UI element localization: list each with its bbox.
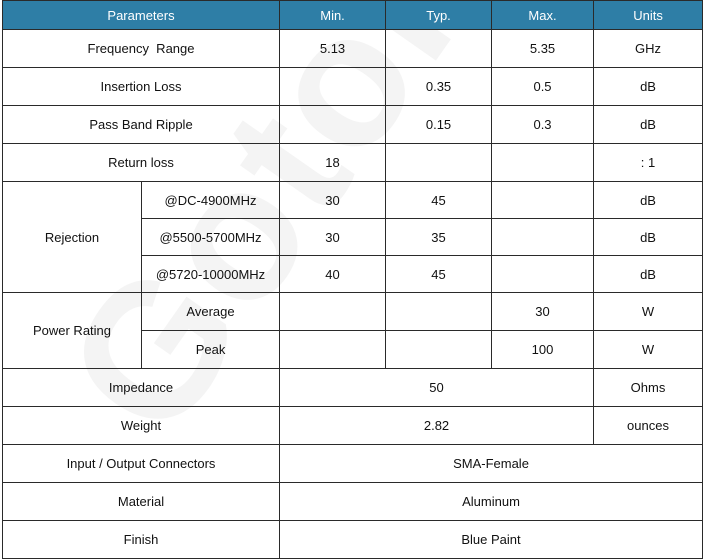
power-rating-label: Power Rating bbox=[3, 293, 142, 369]
power-units: W bbox=[594, 331, 703, 369]
impedance-value: 50 bbox=[280, 369, 594, 407]
rejection-sub-label: @5720-10000MHz bbox=[142, 256, 280, 293]
insertion-typ: 0.35 bbox=[386, 68, 492, 106]
rejection-typ: 35 bbox=[386, 219, 492, 256]
header-max: Max. bbox=[492, 1, 594, 30]
rejection-sub-label: @5500-5700MHz bbox=[142, 219, 280, 256]
power-min bbox=[280, 331, 386, 369]
frequency-label: Frequency Range bbox=[3, 30, 280, 68]
finish-value: Blue Paint bbox=[280, 521, 703, 559]
frequency-units: GHz bbox=[594, 30, 703, 68]
return-loss-max bbox=[492, 144, 594, 182]
rejection-min: 30 bbox=[280, 182, 386, 219]
frequency-max: 5.35 bbox=[492, 30, 594, 68]
rejection-units: dB bbox=[594, 256, 703, 293]
power-max: 100 bbox=[492, 331, 594, 369]
ripple-units: dB bbox=[594, 106, 703, 144]
power-sub-label: Average bbox=[142, 293, 280, 331]
insertion-min bbox=[280, 68, 386, 106]
ripple-min bbox=[280, 106, 386, 144]
return-loss-typ bbox=[386, 144, 492, 182]
rejection-units: dB bbox=[594, 182, 703, 219]
rejection-max bbox=[492, 219, 594, 256]
header-min: Min. bbox=[280, 1, 386, 30]
weight-value: 2.82 bbox=[280, 407, 594, 445]
ripple-max: 0.3 bbox=[492, 106, 594, 144]
row-rejection-1 bbox=[3, 182, 703, 219]
header-typ: Typ. bbox=[386, 1, 492, 30]
rejection-min: 30 bbox=[280, 219, 386, 256]
insertion-label: Insertion Loss bbox=[3, 68, 280, 106]
row-power-average bbox=[3, 293, 703, 331]
frequency-min: 5.13 bbox=[280, 30, 386, 68]
power-max: 30 bbox=[492, 293, 594, 331]
impedance-units: Ohms bbox=[594, 369, 703, 407]
power-min bbox=[280, 293, 386, 331]
material-label: Material bbox=[3, 483, 280, 521]
return-loss-units: : 1 bbox=[594, 144, 703, 182]
row-insertion-loss bbox=[3, 68, 703, 106]
rejection-typ: 45 bbox=[386, 182, 492, 219]
rejection-max bbox=[492, 182, 594, 219]
insertion-units: dB bbox=[594, 68, 703, 106]
power-sub-label: Peak bbox=[142, 331, 280, 369]
power-typ bbox=[386, 293, 492, 331]
header-row bbox=[3, 1, 703, 30]
row-return-loss bbox=[3, 144, 703, 182]
header-units: Units bbox=[594, 1, 703, 30]
row-impedance bbox=[3, 369, 703, 407]
finish-label: Finish bbox=[3, 521, 280, 559]
row-connectors bbox=[3, 445, 703, 483]
weight-label: Weight bbox=[3, 407, 280, 445]
impedance-label: Impedance bbox=[3, 369, 280, 407]
rejection-units: dB bbox=[594, 219, 703, 256]
rejection-min: 40 bbox=[280, 256, 386, 293]
row-material bbox=[3, 483, 703, 521]
return-loss-label: Return loss bbox=[3, 144, 280, 182]
weight-units: ounces bbox=[594, 407, 703, 445]
row-weight bbox=[3, 407, 703, 445]
power-typ bbox=[386, 331, 492, 369]
rejection-max bbox=[492, 256, 594, 293]
rejection-sub-label: @DC-4900MHz bbox=[142, 182, 280, 219]
rejection-label: Rejection bbox=[3, 182, 142, 293]
connectors-label: Input / Output Connectors bbox=[3, 445, 280, 483]
frequency-typ bbox=[386, 30, 492, 68]
insertion-max: 0.5 bbox=[492, 68, 594, 106]
connectors-value: SMA-Female bbox=[280, 445, 703, 483]
material-value: Aluminum bbox=[280, 483, 703, 521]
ripple-label: Pass Band Ripple bbox=[3, 106, 280, 144]
header-parameters: Parameters bbox=[3, 1, 280, 30]
return-loss-min: 18 bbox=[280, 144, 386, 182]
spec-table bbox=[2, 0, 703, 559]
rejection-typ: 45 bbox=[386, 256, 492, 293]
row-frequency bbox=[3, 30, 703, 68]
ripple-typ: 0.15 bbox=[386, 106, 492, 144]
power-units: W bbox=[594, 293, 703, 331]
row-ripple bbox=[3, 106, 703, 144]
